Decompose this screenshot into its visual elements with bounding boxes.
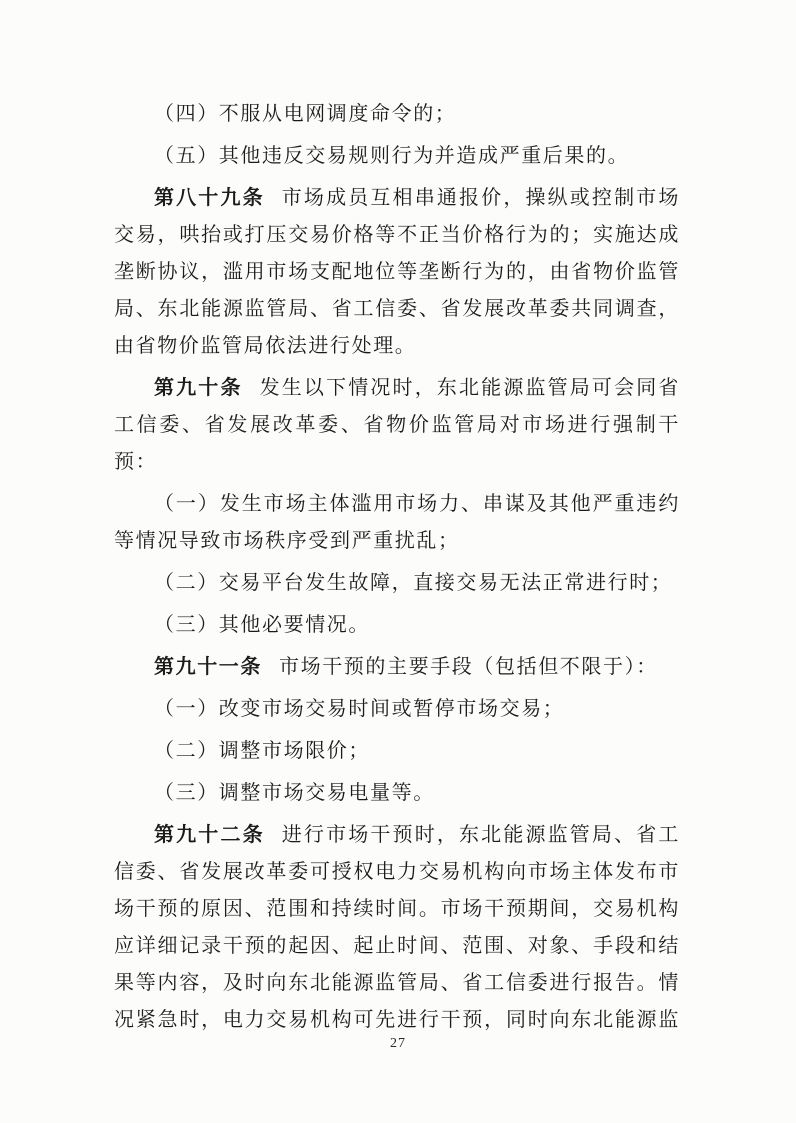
clause-text: （二）调整市场限价； <box>154 740 370 762</box>
clause-item-4 <box>114 96 680 133</box>
clause-text: （四）不服从电网调度命令的； <box>154 103 457 125</box>
article-91-item-1 <box>114 691 680 728</box>
article-89-text: 市场成员互相串通报价，操纵或控制市场交易，哄抬或打压交易价格等不正当价格行为的；实施达成垄断协议，滥用市场支配地位等垄断行为的，由省物价监管局、东北能源监管局、省工信委、省发展改革委共同调查，由省物价监管局依法进行处理。 <box>114 187 680 357</box>
article-91 <box>114 649 680 686</box>
article-92-text: 进行市场干预时，东北能源监管局、省工信委、省发展改革委可授权电力交易机构向市场主体发布市场干预的原因、范围和持续时间。市场干预期间，交易机构应详细记录干预的起因、起止时间、范围、对象、手段和结果等内容，及时向东北能源监管局、省工信委进行报告。情况紧急时，电力交易机构可先进行干预，同时向东北能源监 <box>114 824 680 1031</box>
clause-item-5 <box>114 138 680 175</box>
page-number: 27 <box>390 1036 406 1051</box>
article-90-number: 第九十条 <box>154 377 243 399</box>
document-body <box>114 96 680 1044</box>
article-89 <box>114 180 680 365</box>
article-90-item-2 <box>114 565 680 602</box>
article-91-text: 市场干预的主要手段（包括但不限于）： <box>279 656 658 678</box>
article-89-number: 第八十九条 <box>154 187 265 209</box>
article-92-number: 第九十二条 <box>154 824 265 846</box>
clause-text: （一）发生市场主体滥用市场力、串谋及其他严重违约等情况导致市场秩序受到严重扰乱； <box>114 493 680 552</box>
article-90-item-3 <box>114 607 680 644</box>
clause-text: （三）其他必要情况。 <box>154 614 370 636</box>
article-90 <box>114 370 680 481</box>
clause-text: （三）调整市场交易电量等。 <box>154 782 435 804</box>
clause-text: （五）其他违反交易规则行为并造成严重后果的。 <box>154 145 630 167</box>
article-92 <box>114 817 680 1039</box>
article-91-item-2 <box>114 733 680 770</box>
clause-text: （一）改变市场交易时间或暂停市场交易； <box>154 698 565 720</box>
article-90-text: 发生以下情况时，东北能源监管局可会同省工信委、省发展改革委、省物价监管局对市场进行强制干预： <box>114 377 680 473</box>
article-90-item-1 <box>114 486 680 560</box>
clause-text: （二）交易平台发生故障，直接交易无法正常进行时； <box>154 572 673 594</box>
article-91-item-3 <box>114 775 680 812</box>
article-91-number: 第九十一条 <box>154 656 262 678</box>
